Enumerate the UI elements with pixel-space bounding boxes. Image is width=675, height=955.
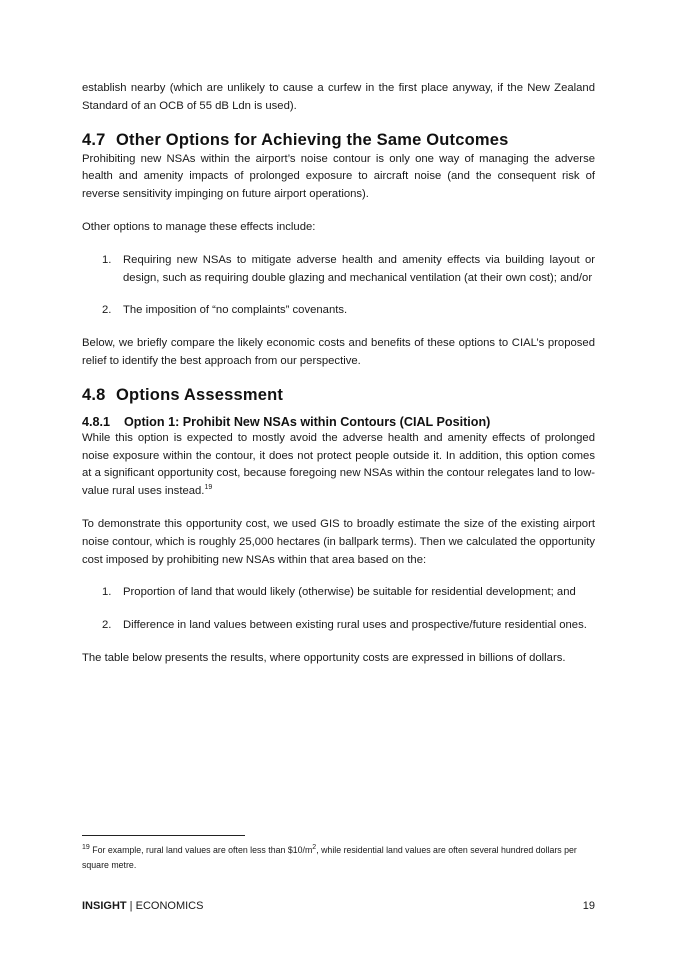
- page-content: [82, 80, 595, 668]
- page-footer: [82, 900, 595, 912]
- section-4-7-options-list: [82, 252, 595, 320]
- list-item-text: Difference in land values between existing rural uses and prospective/future residential ones.: [123, 619, 587, 632]
- section-number: 4.8: [82, 385, 106, 404]
- subsection-4-8-1-paragraph-1: [82, 430, 595, 501]
- section-4-7-paragraph-3: Below, we briefly compare the likely economic costs and benefits of these options to CIAL’s proposed relief to identify the best approach from our perspective.: [82, 337, 595, 367]
- list-item: [82, 252, 595, 288]
- footer-brand-rest: ECONOMICS: [135, 900, 204, 912]
- section-4-8-heading: [82, 386, 595, 405]
- footnote-number: 19: [82, 844, 90, 852]
- list-item-text: The imposition of “no complaints” covenants.: [123, 304, 348, 317]
- footer-brand-bold: INSIGHT: [82, 900, 127, 912]
- section-title: Options Assessment: [116, 385, 284, 404]
- paragraph-text: While this option is expected to mostly avoid the adverse health and amenity effects of prolonged noise exposure within the contour, it does not protect people outside it. In addition, this option comes at a significant opportunity cost, because foregoing new NSAs within the contour relegates land to low-value rural uses instead.: [82, 431, 595, 498]
- footnote-text-before: For example, rural land values are often less than $10/m: [89, 845, 313, 855]
- footer-separator: |: [126, 900, 136, 912]
- section-4-7-paragraph-2: Other options to manage these effects include:: [82, 220, 316, 233]
- footnote: [82, 843, 595, 873]
- footer-brand: [82, 900, 203, 912]
- intro-paragraph: establish nearby (which are unlikely to cause a curfew in the first place anyway, if the New Zealand Standard of an OCB of 55 dB Ldn is used).: [82, 82, 595, 112]
- list-item-number: 2.: [102, 619, 112, 632]
- page-number: 19: [582, 900, 595, 912]
- list-item-number: 1.: [102, 253, 112, 266]
- subsection-4-8-1-heading: [82, 415, 595, 429]
- list-item: [82, 617, 595, 635]
- subsection-4-8-1-paragraph-2: To demonstrate this opportunity cost, we used GIS to broadly estimate the size of the existing airport noise contour, which is roughly 25,000 hectares (in ballpark terms). Then we calculated the opportunity cost imposed by prohibiting new NSAs within that area based on the:: [82, 517, 595, 566]
- subsection-4-8-1-list: [82, 584, 595, 635]
- list-item-number: 1.: [102, 586, 112, 599]
- footnote-reference[interactable]: 19: [204, 484, 213, 492]
- subsection-number: 4.8.1: [82, 414, 111, 429]
- list-item: [82, 584, 595, 602]
- footnote-superscript: 2: [312, 844, 317, 852]
- subsection-4-8-1-paragraph-3: The table below presents the results, where opportunity costs are expressed in billions of dollars.: [82, 651, 566, 664]
- subsection-title: Option 1: Prohibit New NSAs within Contours (CIAL Position): [124, 414, 491, 429]
- footnote-text-after: , while residential land values are often several hundred dollars per square metre.: [82, 845, 577, 870]
- list-item-text: Proportion of land that would likely (otherwise) be suitable for residential development; and: [123, 586, 576, 599]
- section-title: Other Options for Achieving the Same Outcomes: [116, 130, 509, 149]
- section-4-7-heading: [82, 131, 595, 150]
- list-item-number: 2.: [102, 304, 112, 317]
- list-item-text: Requiring new NSAs to mitigate adverse health and amenity effects via building layout or design, such as requiring double glazing and mechanical ventilation (at their own cost); and/or: [123, 253, 595, 284]
- section-number: 4.7: [82, 130, 106, 149]
- list-item: [82, 302, 595, 320]
- section-4-7-paragraph-1: Prohibiting new NSAs within the airport’s noise contour is only one way of managing the adverse health and amenity impacts of prolonged exposure to aircraft noise (and the consequent risk of reverse sensitivity impinging on future airport operations).: [82, 152, 595, 201]
- footnote-divider: [82, 835, 245, 836]
